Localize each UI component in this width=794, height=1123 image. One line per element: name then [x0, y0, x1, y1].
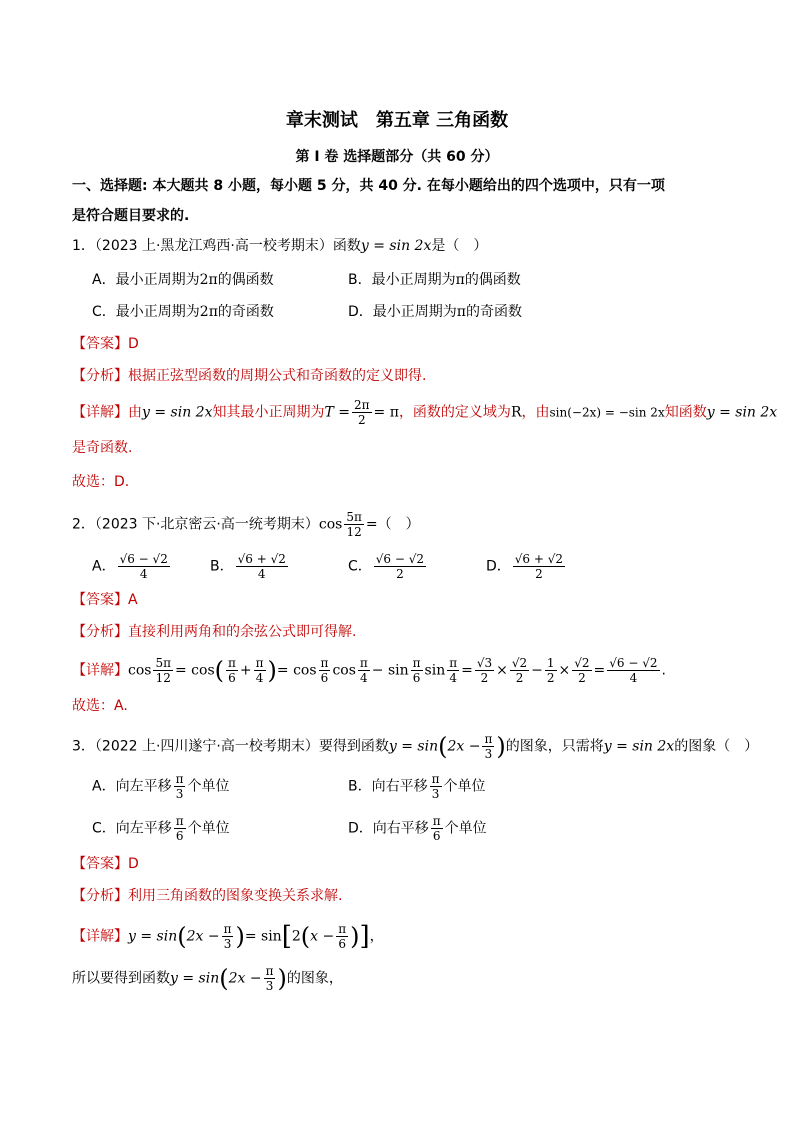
q2-d-f8d: 2 — [480, 671, 489, 685]
q2-d-f4d: 6 — [320, 671, 329, 685]
q2-d-f3n: π — [255, 656, 264, 670]
q1-answer-label: 【答案】 — [72, 336, 128, 352]
q2-analysis-text: 直接利用两角和的余弦公式即可得解. — [128, 624, 357, 640]
q2-d-f10d: 2 — [546, 671, 555, 685]
q2-option-b-num: √6 + √2 — [237, 552, 286, 566]
q2-option-b-label: B． — [210, 558, 234, 575]
q3-answer — [72, 854, 139, 874]
q3-last-fn: π — [265, 964, 274, 978]
q2-detail — [72, 656, 666, 685]
q2-d-f2d: 6 — [228, 671, 236, 685]
q2-stem — [72, 510, 420, 539]
q2-option-d-frac — [513, 552, 565, 581]
q2-d-f1d: 12 — [155, 671, 171, 685]
q3-d-f1d: 3 — [223, 937, 232, 951]
q3-option-a-n: π — [175, 772, 184, 786]
section-intro-line2: 是符合题目要求的. — [72, 208, 190, 224]
q3-stem-fd: 3 — [484, 747, 493, 761]
q2-d-cos2: cos — [332, 662, 356, 679]
q2-d-f11n: √2 — [574, 656, 590, 670]
q3-stem-rparen: ) — [496, 732, 506, 761]
q1-detail-line2: 是奇函数. — [72, 440, 133, 456]
q2-d-f7n: π — [449, 656, 458, 670]
q2-d-f9n: √2 — [511, 656, 528, 670]
q2-option-b — [210, 552, 290, 581]
q2-option-c-den: 2 — [396, 567, 404, 581]
q2-d-minus2: − — [531, 662, 543, 679]
q1-detail-frac-num: 2π — [354, 398, 370, 412]
q3-option-c-n: π — [175, 814, 184, 828]
q3-stem-fn: π — [484, 732, 493, 746]
q1-stem-func: y = sin 2x — [360, 238, 432, 254]
q3-option-c-suffix: 个单位 — [187, 820, 230, 837]
q2-d-f8n: √3 — [476, 656, 493, 670]
q1-detail-i: sin(−2x) = −sin 2x — [549, 405, 665, 420]
q3-answer-label: 【答案】 — [72, 856, 128, 872]
q2-option-c — [348, 552, 428, 581]
q2-detail-label: 【详解】 — [72, 662, 128, 679]
q3-last-prefix: 所以要得到函数 — [72, 970, 170, 987]
q3-d-f1n: π — [223, 922, 232, 936]
q2-d-frac11 — [572, 656, 591, 685]
q3-option-d-prefix: D．向右平移 — [348, 820, 429, 837]
q1-option-d-suffix: 的奇函数 — [465, 304, 522, 320]
q3-d-frac2 — [336, 922, 348, 951]
q3-d-rparen2: ) — [350, 922, 360, 951]
q3-analysis-text: 利用三角函数的图象变换关系求解. — [128, 888, 343, 904]
q3-answer-value: D — [128, 856, 139, 872]
q2-analysis — [72, 622, 356, 642]
q3-stem — [72, 732, 758, 761]
q2-stem-cos: cos — [318, 516, 343, 533]
q2-d-frac6 — [411, 656, 423, 685]
q1-detail-a: 由 — [128, 404, 142, 421]
q2-d-frac8 — [475, 656, 494, 685]
q3-option-d-d: 6 — [432, 829, 441, 843]
q1-option-b-math: π — [455, 272, 465, 288]
q2-stem-frac-den: 12 — [346, 525, 362, 539]
q3-last-frac — [264, 964, 276, 993]
q3-d-lparen2: ( — [300, 922, 311, 951]
q1-option-c-prefix: C．最小正周期为 — [92, 304, 200, 320]
q3-option-b-suffix: 个单位 — [443, 778, 486, 795]
q3-option-c-frac — [174, 814, 186, 843]
q3-option-d-suffix: 个单位 — [444, 820, 487, 837]
q1-analysis — [72, 366, 426, 386]
q2-answer-value: A — [128, 592, 138, 608]
q1-detail-h: ，由 — [521, 404, 550, 421]
q1-detail-d: T = — [324, 404, 351, 421]
q2-d-f5n: π — [359, 656, 368, 670]
q1-detail-frac — [352, 398, 372, 427]
q3-option-b-prefix: B．向右平移 — [348, 778, 428, 795]
q2-d-f12n: √6 − √2 — [609, 656, 658, 670]
q3-stem-mid: 的图象，只需将 — [505, 738, 604, 755]
q2-option-a-num: √6 − √2 — [119, 552, 168, 566]
q3-d-eq: = sin — [244, 928, 282, 945]
q3-option-a — [92, 772, 229, 801]
q3-option-a-frac — [174, 772, 186, 801]
q1-option-c-math: 2π — [199, 304, 218, 320]
q2-choose: 故选：A. — [72, 698, 128, 714]
q3-last-y: y = sin — [170, 970, 220, 987]
q2-option-d — [486, 552, 567, 581]
q3-d-rbracket: ] — [359, 921, 370, 952]
q3-option-b-frac — [430, 772, 442, 801]
q1-detail-f: ，函数的定义域为 — [398, 404, 511, 421]
q1-option-c — [92, 302, 274, 322]
q3-analysis-label: 【分析】 — [72, 888, 128, 904]
q2-d-sin2: sin — [424, 662, 446, 679]
q3-d-y: y = sin — [128, 928, 178, 945]
q2-d-frac5 — [358, 656, 370, 685]
q3-stem-frac — [482, 732, 494, 761]
q2-d-eq2: = cos — [276, 662, 317, 679]
q2-d-lparen: ( — [214, 656, 225, 685]
q3-stem-y: y = sin — [388, 738, 439, 755]
q3-last-suffix: 的图象， — [286, 970, 343, 987]
q3-option-c-d: 6 — [175, 829, 184, 843]
q3-stem-lparen: ( — [438, 732, 448, 761]
q3-d-frac1 — [222, 922, 234, 951]
section-intro-line1: 一、选择题: 本大题共 8 小题，每小题 5 分，共 40 分. 在每小题给出的四个选项中，只有一项 — [72, 178, 665, 194]
q1-option-b — [348, 270, 521, 290]
q3-option-a-suffix: 个单位 — [187, 778, 230, 795]
q2-stem-frac-num: 5π — [346, 510, 362, 524]
q2-d-frac10 — [545, 656, 557, 685]
q1-stem — [72, 236, 487, 256]
q2-d-eq4: = — [593, 662, 606, 679]
q3-option-a-prefix: A．向左平移 — [92, 778, 172, 795]
q3-last-line — [72, 964, 343, 993]
q2-d-times1: × — [496, 662, 508, 679]
q1-detail-c: 知其最小正周期为 — [212, 404, 325, 421]
q3-option-d-n: π — [432, 814, 441, 828]
q2-d-end: . — [661, 662, 666, 679]
q3-d-lbracket: [ — [281, 921, 292, 952]
q1-analysis-label: 【分析】 — [72, 368, 128, 384]
page-title: 章末测试 第五章 三角函数 — [285, 110, 509, 131]
q1-detail-k: y = sin 2x — [706, 404, 778, 421]
q2-d-plus: + — [239, 662, 252, 679]
q3-last-fd: 3 — [265, 979, 274, 993]
page-subtitle: 第 I 卷 选择题部分（共 60 分） — [295, 149, 499, 165]
q1-option-a-suffix: 的偶函数 — [217, 272, 274, 288]
q1-detail-label: 【详解】 — [72, 404, 128, 421]
q2-d-f9d: 2 — [515, 671, 524, 685]
q2-d-eq3: = — [461, 662, 473, 679]
q2-d-frac12 — [607, 656, 659, 685]
q2-d-f3d: 4 — [255, 671, 264, 685]
q3-d-end: ， — [369, 928, 384, 945]
q2-d-frac4 — [319, 656, 331, 685]
q3-last-inner: 2x − — [228, 970, 262, 987]
q2-option-d-den: 2 — [535, 567, 543, 581]
q2-option-a-label: A． — [92, 558, 116, 575]
q3-detail-label: 【详解】 — [72, 928, 128, 945]
q2-analysis-label: 【分析】 — [72, 624, 128, 640]
q3-d-inner1: 2x − — [186, 928, 220, 945]
q2-d-f7d: 4 — [449, 671, 457, 685]
q3-d-rparen1: ) — [235, 922, 245, 951]
q2-option-a — [92, 552, 172, 581]
q3-option-d — [348, 814, 487, 843]
q1-detail-j: 知函数 — [664, 404, 707, 421]
q2-d-f2n: π — [228, 656, 236, 670]
q2-stem-prefix: 2．（2023 下·北京密云·高一统考期末） — [72, 516, 319, 533]
q3-option-c — [92, 814, 230, 843]
q2-option-b-frac — [236, 552, 288, 581]
q3-option-c-prefix: C．向左平移 — [92, 820, 172, 837]
q2-stem-frac — [344, 510, 364, 539]
q3-d-lparen1: ( — [177, 922, 187, 951]
q2-d-rparen: ) — [267, 656, 277, 685]
q1-stem-prefix: 1．（2023 上·黑龙江鸡西·高一校考期末）函数 — [72, 238, 361, 254]
q2-stem-suffix: =（ ） — [365, 516, 420, 533]
q2-d-f6n: π — [412, 656, 421, 670]
q3-option-b-d: 3 — [431, 787, 440, 801]
q3-d-two: 2 — [291, 928, 301, 945]
q3-d-f2n: π — [338, 922, 347, 936]
q1-option-c-suffix: 的奇函数 — [217, 304, 274, 320]
q2-d-f11d: 2 — [578, 671, 586, 685]
q2-d-f1n: 5π — [155, 656, 171, 670]
q2-answer-label: 【答案】 — [72, 592, 128, 608]
q2-d-frac1 — [153, 656, 173, 685]
q3-stem-inner: 2x − — [447, 738, 481, 755]
q1-stem-suffix: 是（ ） — [431, 238, 488, 254]
q2-option-d-label: D． — [486, 558, 511, 575]
q1-detail-frac-den: 2 — [357, 413, 366, 427]
q2-option-b-den: 4 — [257, 567, 266, 581]
q1-analysis-text: 根据正弦型函数的周期公式和奇函数的定义即得. — [128, 368, 427, 384]
q3-last-lparen: ( — [219, 964, 229, 993]
q3-d-x: x − — [310, 928, 335, 945]
q1-choose: 故选：D. — [72, 474, 130, 490]
q1-option-b-suffix: 的偶函数 — [464, 272, 521, 288]
q3-stem-prefix: 3．（2022 上·四川遂宁·高一校考期末）要得到函数 — [72, 738, 389, 755]
q2-d-cos1: cos — [128, 662, 152, 679]
q2-d-frac2 — [226, 656, 238, 685]
q1-option-a-math: 2π — [199, 272, 218, 288]
q2-d-eq1: = cos — [175, 662, 215, 679]
q2-d-f5d: 4 — [360, 671, 368, 685]
q2-d-frac3 — [254, 656, 266, 685]
q3-last-rparen: ) — [277, 964, 287, 993]
q2-option-c-frac — [374, 552, 426, 581]
q3-analysis — [72, 886, 342, 906]
q1-answer-value: D — [128, 336, 139, 352]
q1-answer — [72, 334, 139, 354]
q1-detail-g: R — [510, 404, 522, 421]
q3-option-a-d: 3 — [175, 787, 184, 801]
q2-option-a-den: 4 — [139, 567, 148, 581]
q3-stem-func2: y = sin 2x — [603, 738, 675, 755]
q2-answer — [72, 590, 138, 610]
q1-option-b-prefix: B．最小正周期为 — [348, 272, 456, 288]
q3-option-d-frac — [431, 814, 443, 843]
q2-d-frac7 — [447, 656, 459, 685]
q1-detail — [72, 398, 777, 427]
q3-stem-suffix: 的图象（ ） — [674, 738, 759, 755]
q2-d-frac9 — [510, 656, 529, 685]
q2-d-f10n: 1 — [546, 656, 555, 670]
q2-option-a-frac — [118, 552, 170, 581]
q1-option-a — [92, 270, 274, 290]
q2-d-f12d: 4 — [629, 671, 638, 685]
q1-detail-e: = π — [373, 404, 399, 421]
q2-option-c-num: √6 − √2 — [375, 552, 425, 566]
q2-d-minus: − sin — [371, 662, 409, 679]
q2-d-times2: × — [558, 662, 571, 679]
q2-d-f6d: 6 — [412, 671, 421, 685]
q1-detail-b: y = sin 2x — [142, 404, 213, 421]
q1-option-d-prefix: D．最小正周期为 — [348, 304, 457, 320]
q1-option-d — [348, 302, 522, 322]
q3-d-f2d: 6 — [338, 937, 346, 951]
q3-detail — [72, 922, 384, 951]
q1-option-d-math: π — [456, 304, 466, 320]
q3-option-b-n: π — [431, 772, 440, 786]
q2-option-c-label: C． — [348, 558, 372, 575]
q2-d-f4n: π — [320, 656, 329, 670]
q2-option-d-num: √6 + √2 — [514, 552, 564, 566]
q3-option-b — [348, 772, 486, 801]
q1-option-a-prefix: A．最小正周期为 — [92, 272, 200, 288]
